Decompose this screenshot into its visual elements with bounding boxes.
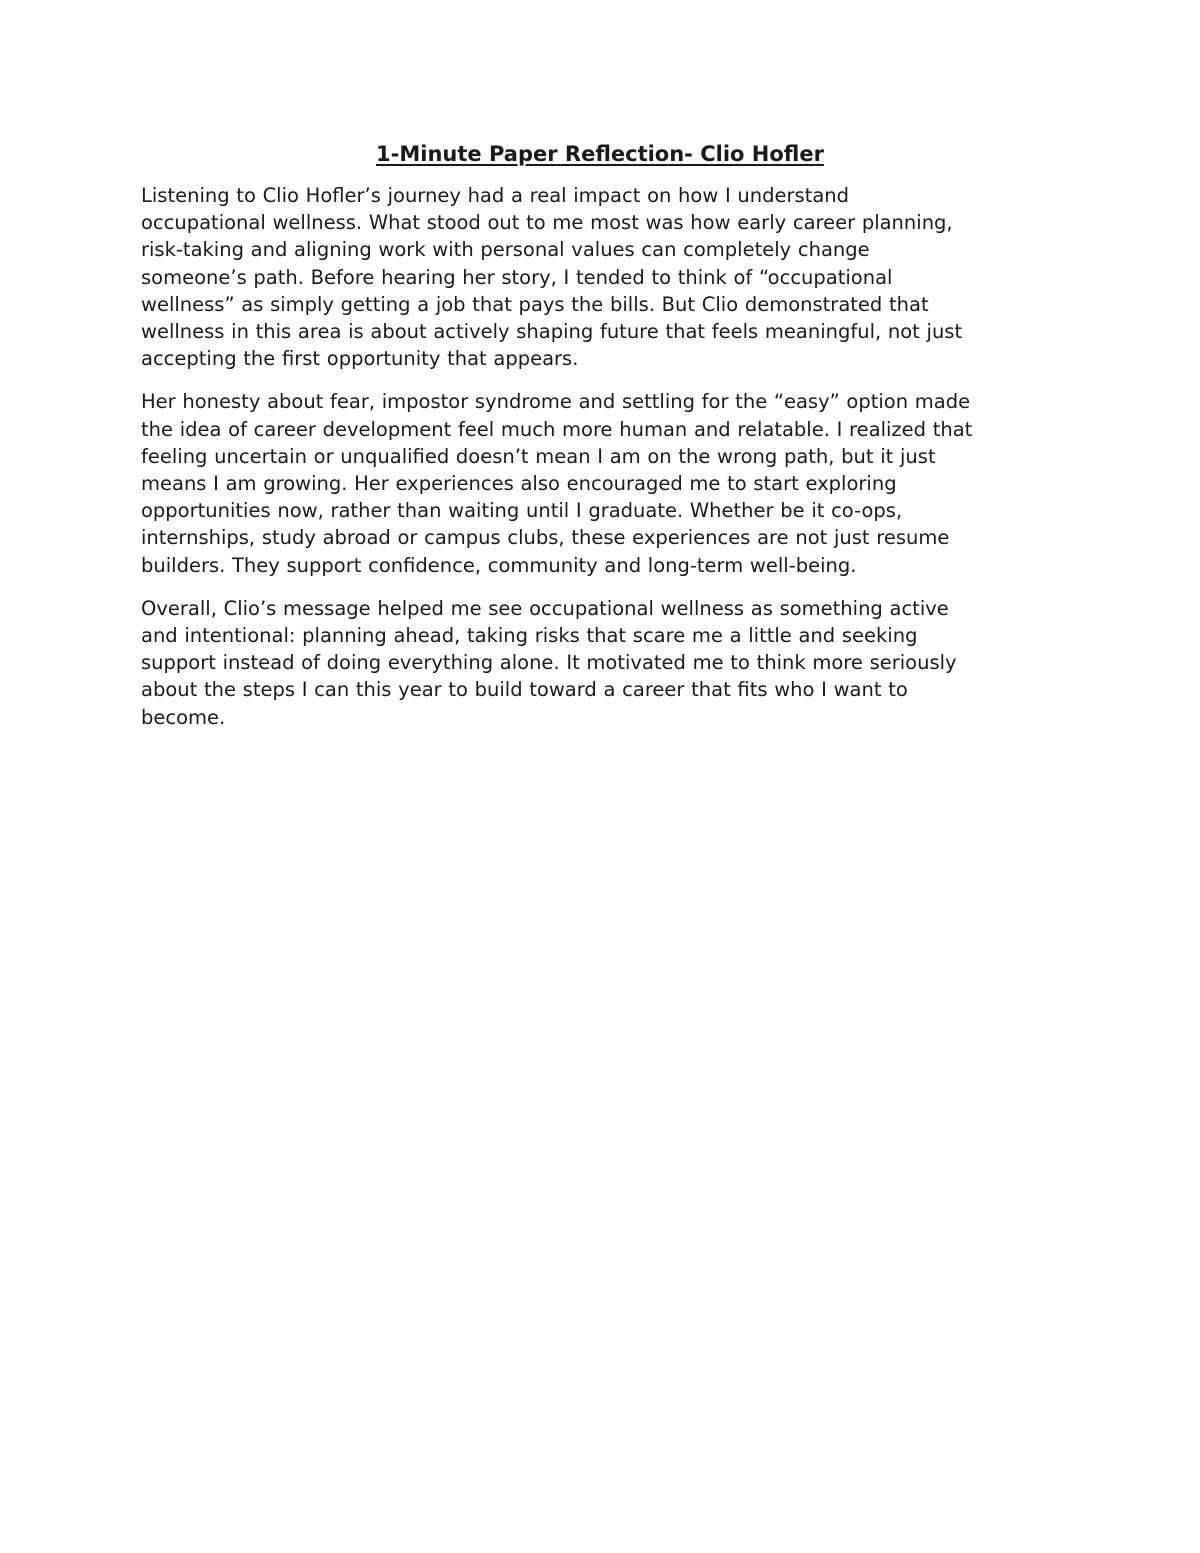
text-line: occupational wellness. What stood out to me most was how early career planning, xyxy=(141,211,953,235)
text-line: someone’s path. Before hearing her story, I tended to think of “occupational xyxy=(141,265,893,289)
document-title: 1-Minute Paper Reflection- Clio Hofler xyxy=(376,142,824,166)
text-line: support instead of doing everything alone. It motivated me to think more seriously xyxy=(141,651,957,675)
text-line: feeling uncertain or unqualified doesn’t mean I am on the wrong path, but it just xyxy=(141,444,936,468)
text-line: become. xyxy=(141,705,226,729)
text-line: opportunities now, rather than waiting until I graduate. Whether be it co-ops, xyxy=(141,499,903,523)
text-line: about the steps I can this year to build toward a career that fits who I want to xyxy=(141,678,908,702)
text-line: wellness in this area is about actively shaping future that feels meaningful, not just xyxy=(141,320,963,344)
text-line: risk-taking and aligning work with personal values can completely change xyxy=(141,238,870,262)
text-line: and intentional: planning ahead, taking risks that scare me a little and seeking xyxy=(141,624,918,648)
text-line: Listening to Clio Hofler’s journey had a real impact on how I understand xyxy=(141,184,850,207)
text-line: wellness” as simply getting a job that pays the bills. But Clio demonstrated that xyxy=(141,292,929,316)
document-body xyxy=(141,182,1071,747)
paragraph-1 xyxy=(141,182,1071,372)
text-line: Overall, Clio’s message helped me see occupational wellness as something active xyxy=(141,596,949,620)
text-line: internships, study abroad or campus clubs, these experiences are not just resume xyxy=(141,526,950,550)
text-line: the idea of career development feel much more human and relatable. I realized that xyxy=(141,417,973,441)
text-line: accepting the first opportunity that appears. xyxy=(141,347,579,371)
paragraph-3 xyxy=(141,595,1071,731)
text-line: Her honesty about fear, impostor syndrome and settling for the “easy” option made xyxy=(141,390,971,414)
paragraph-2 xyxy=(141,388,1071,578)
text-line: means I am growing. Her experiences also encouraged me to start exploring xyxy=(141,472,897,496)
text-line: builders. They support confidence, community and long-term well-being. xyxy=(141,553,857,577)
